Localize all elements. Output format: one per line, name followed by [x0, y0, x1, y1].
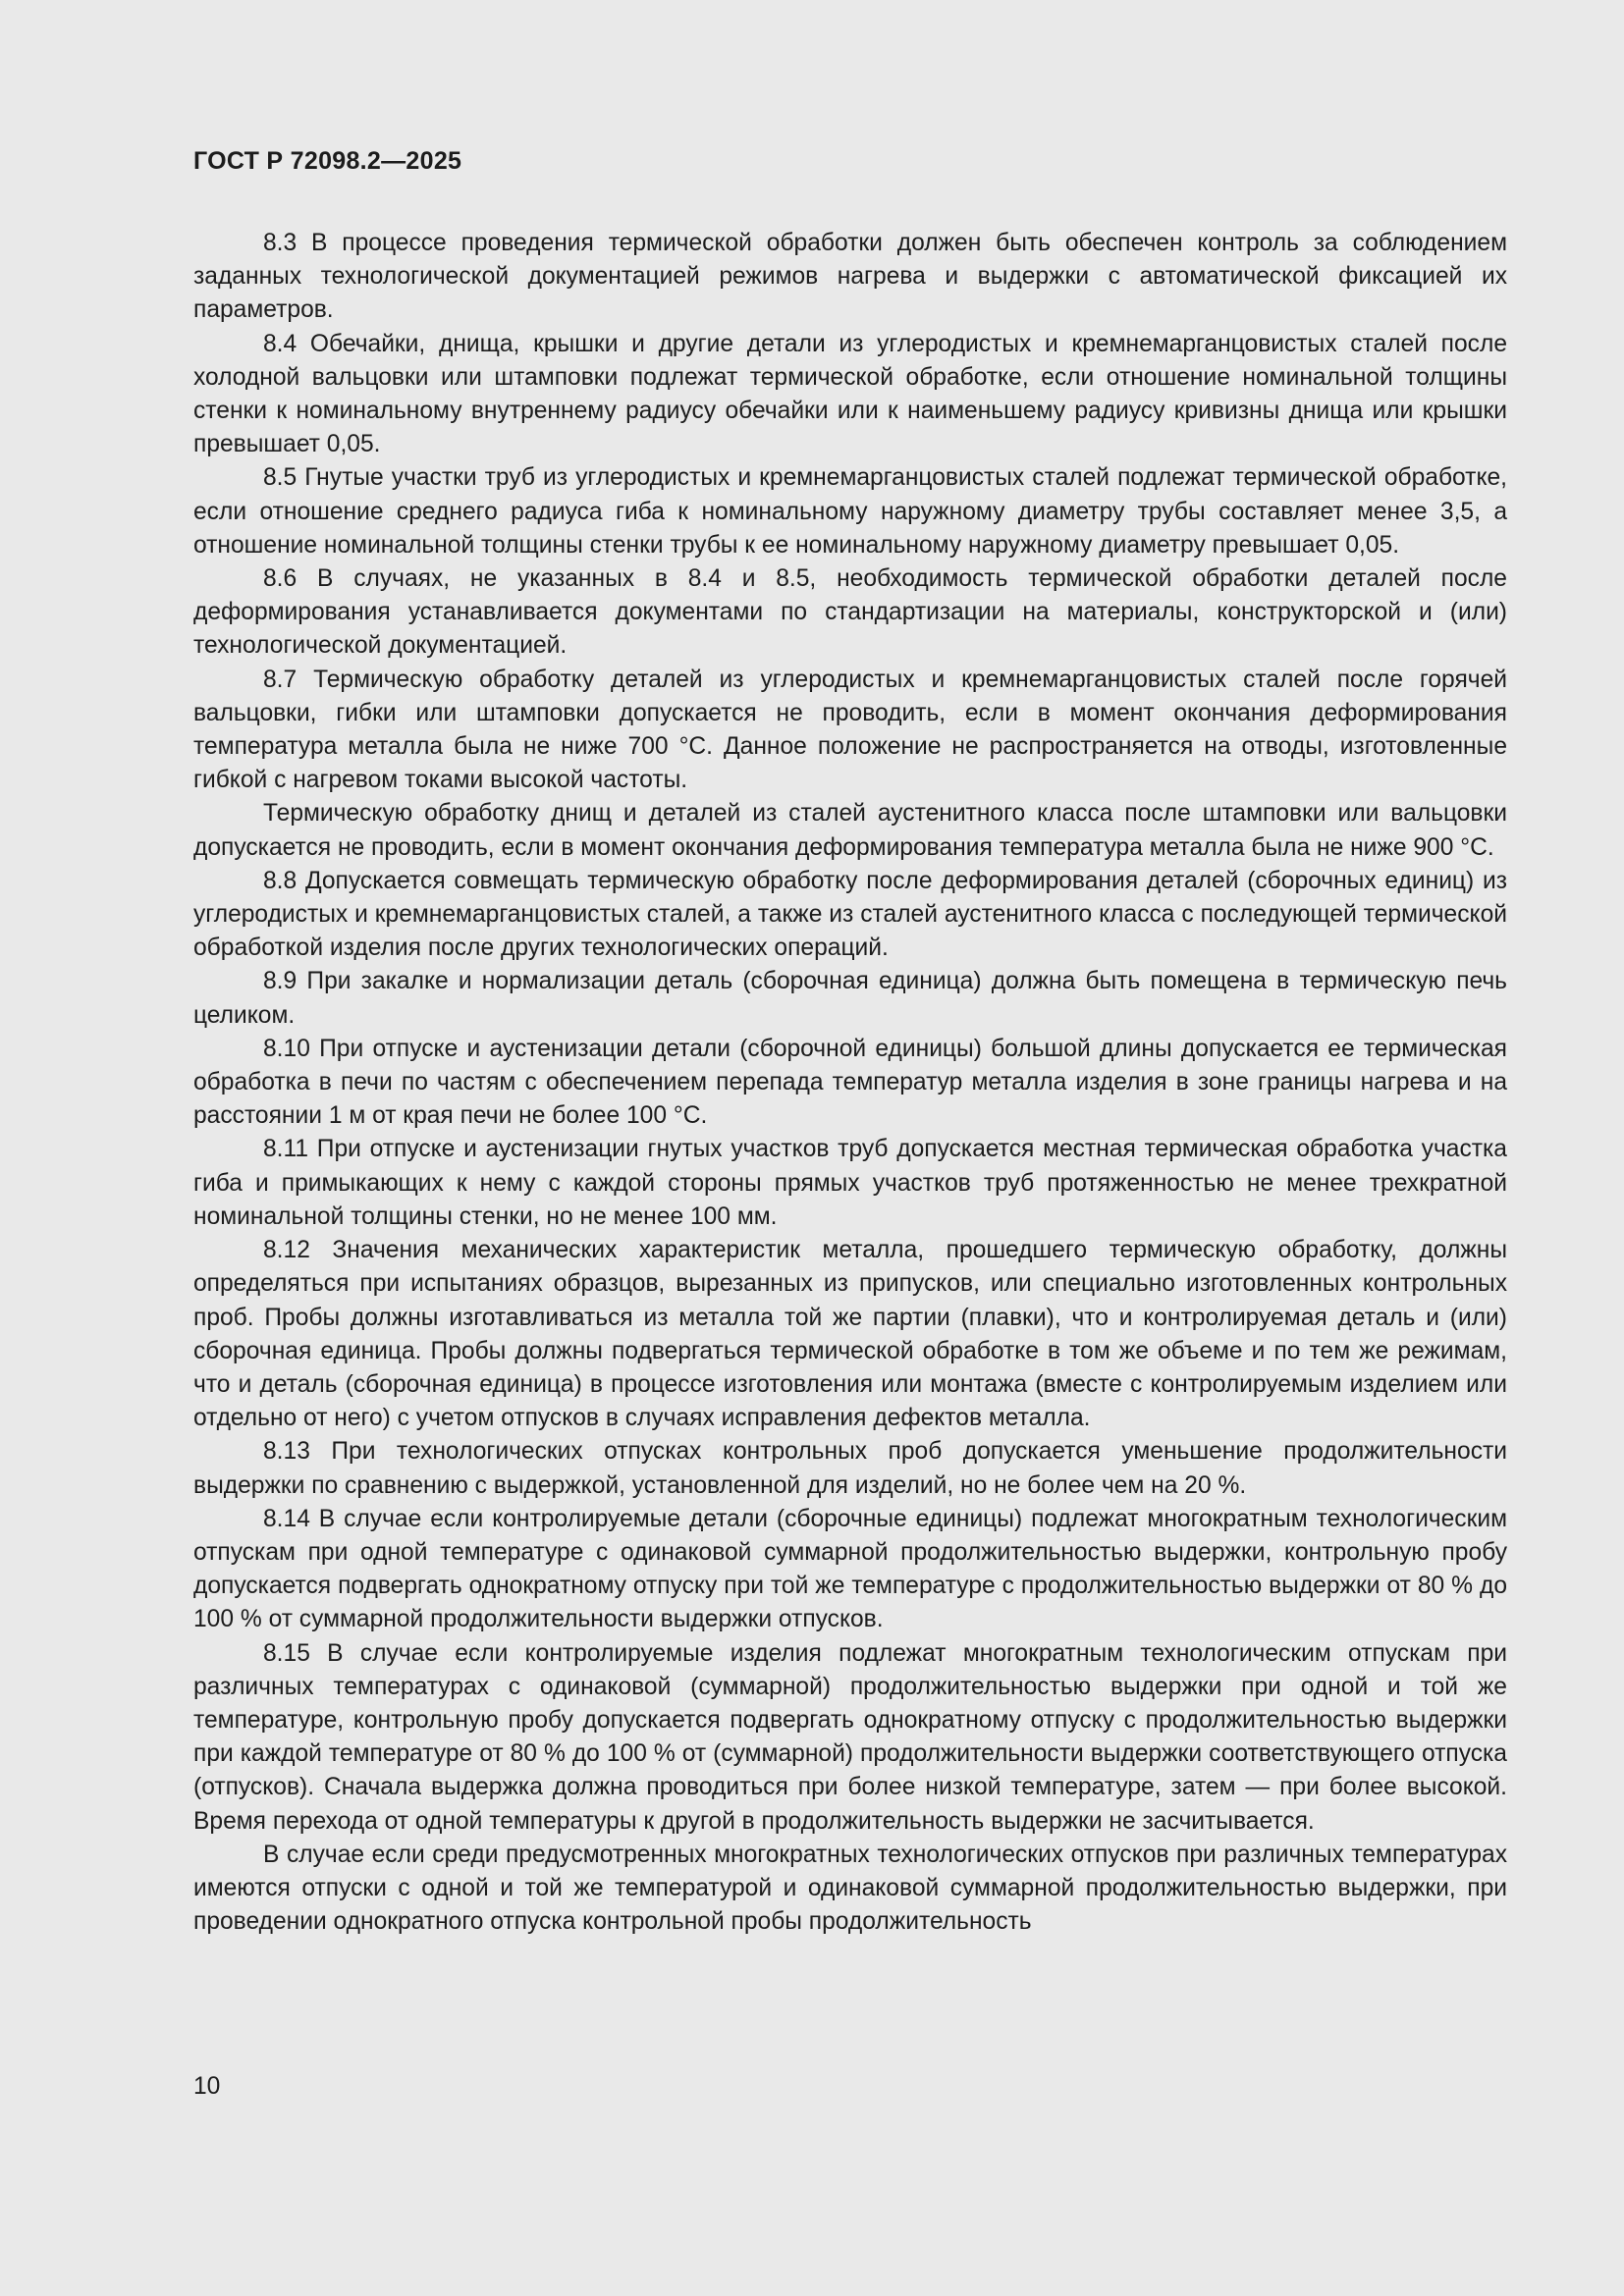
paragraph-8-7: 8.7 Термическую обработку деталей из углеродистых и кремнемарганцовистых сталей после горячей вальцовки, гибки или штамповки допускается не проводить, если в момент окончания деформирования температура металла была не ниже 700 °С. Данное положение не распространяется на отводы, изготовленные гибкой с нагревом токами высокой частоты.	[193, 666, 1507, 794]
paragraph-8-8: 8.8 Допускается совмещать термическую обработку после деформирования деталей (сборочных единиц) из углеродистых и кремнемарганцовистых сталей, а также из сталей аустенитного класса с последующей термической обработкой изделия после других технологических операций.	[193, 867, 1507, 962]
paragraph-8-3: 8.3 В процессе проведения термической обработки должен быть обеспечен контроль за соблюдением заданных технологической документацией режимов нагрева и выдержки с автоматической фиксацией их параметров.	[193, 230, 1507, 324]
page-number: 10	[193, 2073, 221, 2100]
document-header: ГОСТ Р 72098.2—2025	[193, 147, 462, 175]
paragraph-8-13: 8.13 При технологических отпусках контрольных проб допускается уменьшение продолжительности выдержки по сравнению с выдержкой, установленной для изделий, но не более чем на 20 %.	[193, 1438, 1507, 1499]
paragraph-8-14: 8.14 В случае если контролируемые детали (сборочные единицы) подлежат многократным технологическим отпускам при одной температуре с одинаковой суммарной продолжительностью выдержки, контрольную пробу допускается подвергать однократному отпуску при той же температуре с продолжительностью выдержки от 80 % до 100 % от суммарной продолжительности выдержки отпусков.	[193, 1505, 1507, 1633]
paragraph-8-9: 8.9 При закалке и нормализации деталь (сборочная единица) должна быть помещена в термическую печь целиком.	[193, 968, 1507, 1029]
document-body	[193, 227, 1507, 1939]
paragraph-8-11: 8.11 При отпуске и аустенизации гнутых участков труб допускается местная термическая обработка участка гиба и примыкающих к нему с каждой стороны прямых участков труб протяженностью не менее трехкратной номинальной толщины стенки, но не менее 100 мм.	[193, 1136, 1507, 1230]
paragraph-8-12: 8.12 Значения механических характеристик металла, прошедшего термическую обработку, должны определяться при испытаниях образцов, вырезанных из припусков, или специально изготовленных контрольных проб. Пробы должны изготавливаться из металла той же партии (плавки), что и контролируемая деталь и (или) сборочная единица. Пробы должны подвергаться термической обработке в том же объеме и по тем же режимам, что и деталь (сборочная единица) в процессе изготовления или монтажа (вместе с контролируемым изделием или отдельно от него) с учетом отпусков в случаях исправления дефектов металла.	[193, 1237, 1507, 1432]
paragraph-8-4: 8.4 Обечайки, днища, крышки и другие детали из углеродистых и кремнемарганцовистых сталей после холодной вальцовки или штамповки подлежат термической обработке, если отношение номинальной толщины стенки к номинальному внутреннему радиусу обечайки или к наименьшему радиусу кривизны днища или крышки превышает 0,05.	[193, 330, 1507, 458]
paragraph-8-15: 8.15 В случае если контролируемые изделия подлежат многократным технологическим отпускам при различных температурах с одинаковой (суммарной) продолжительностью выдержки при одной и той же температуре, контрольную пробу допускается подвергать однократному отпуску с продолжительностью выдержки при каждой температуре от 80 % до 100 % от (суммарной) продолжительности выдержки соответствующего отпуска (отпусков). Сначала выдержка должна проводиться при более низкой температуре, затем — при более высокой. Время перехода от одной температуры к другой в продолжительность выдержки не засчитывается.	[193, 1639, 1507, 1835]
paragraph-8-6: 8.6 В случаях, не указанных в 8.4 и 8.5, необходимость термической обработки деталей после деформирования устанавливается документами по стандартизации на материалы, конструкторской и (или) технологической документацией.	[193, 565, 1507, 660]
paragraph-8-15-continuation: В случае если среди предусмотренных многократных технологических отпусков при различных температурах имеются отпуски с одной и той же температурой и одинаковой суммарной продолжительностью выдержки, при проведении однократного отпуска контрольной пробы продолжительность	[193, 1841, 1507, 1936]
paragraph-8-5: 8.5 Гнутые участки труб из углеродистых и кремнемарганцовистых сталей подлежат термической обработке, если отношение среднего радиуса гиба к номинальному наружному диаметру трубы составляет менее 3,5, а отношение номинальной толщины стенки трубы к ее номинальному наружному диаметру превышает 0,05.	[193, 464, 1507, 559]
paragraph-8-10: 8.10 При отпуске и аустенизации детали (сборочной единицы) большой длины допускается ее термическая обработка в печи по частям с обеспечением перепада температур металла изделия в зоне границы нагрева и на расстоянии 1 м от края печи не более 100 °С.	[193, 1035, 1507, 1130]
paragraph-8-7-continuation: Термическую обработку днищ и деталей из сталей аустенитного класса после штамповки или вальцовки допускается не проводить, если в момент окончания деформирования температура металла была не ниже 900 °С.	[193, 800, 1507, 861]
